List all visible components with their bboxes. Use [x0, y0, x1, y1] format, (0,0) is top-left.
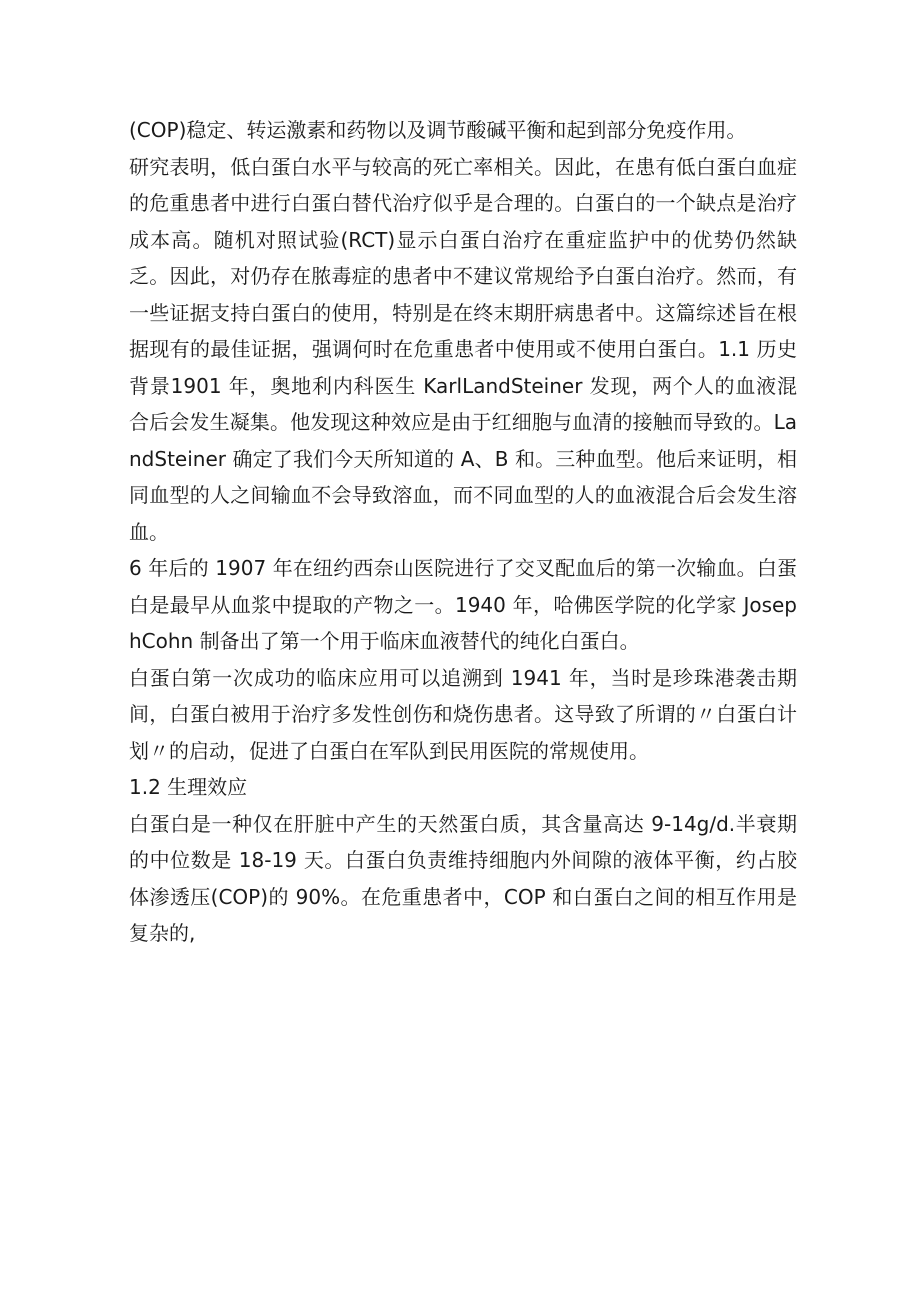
paragraph-pearl-harbor: 白蛋白第一次成功的临床应用可以追溯到 1941 年，当时是珍珠港袭击期间，白蛋白被用于治疗多发性创伤和烧伤患者。这导致了所谓的〃白蛋白计划〃的启动，促进了白蛋白在军队到民用医院的常规使用。	[129, 665, 797, 763]
paragraph-first-transfusion: 6 年后的 1907 年在纽约西奈山医院进行了交叉配血后的第一次输血。白蛋白是最早从血浆中提取的产物之一。1940 年，哈佛医学院的化学家 JosephCohn 制备出了第一个用于临床血液替代的纯化白蛋白。	[129, 556, 797, 653]
document-body	[129, 112, 797, 952]
section-heading-physiology: 1.2 生理效应	[129, 775, 248, 799]
paragraph-physiology: 白蛋白是一种仅在肝脏中产生的天然蛋白质，其含量高达 9-14g∕d.半衰期的中位数是 18-19 天。白蛋白负责维持细胞内外间隙的液体平衡，约占胶体渗透压(COP)的 90%。在危重患者中，COP 和白蛋白之间的相互作用是复杂的,	[129, 811, 797, 945]
paragraph-cop-functions: (COP)稳定、转运激素和药物以及调节酸碱平衡和起到部分免疫作用。	[129, 118, 747, 142]
paragraph-hypoalbuminemia-history: 研究表明，低白蛋白水平与较高的死亡率相关。因此，在患有低白蛋白血症的危重患者中进行白蛋白替代治疗似乎是合理的。白蛋白的一个缺点是治疗成本高。随机对照试验(RCT)显示白蛋白治疗在重症监护中的优势仍然缺乏。因此，对仍存在脓毒症的患者中不建议常规给予白蛋白治疗。然而，有一些证据支持白蛋白的使用，特别是在终末期肝病患者中。这篇综述旨在根据现有的最佳证据，强调何时在危重患者中使用或不使用白蛋白。1.1 历史背景1901 年，奥地利内科医生 KarlLandSteiner 发现，两个人的血液混合后会发生凝集。他发现这种效应是由于红细胞与血清的接触而导致的。LandSteiner 确定了我们今天所知道的 A、B 和。三种血型。他后来证明，相同血型的人之间输血不会导致溶血，而不同血型的人的血液混合后会发生溶血。	[129, 154, 797, 544]
